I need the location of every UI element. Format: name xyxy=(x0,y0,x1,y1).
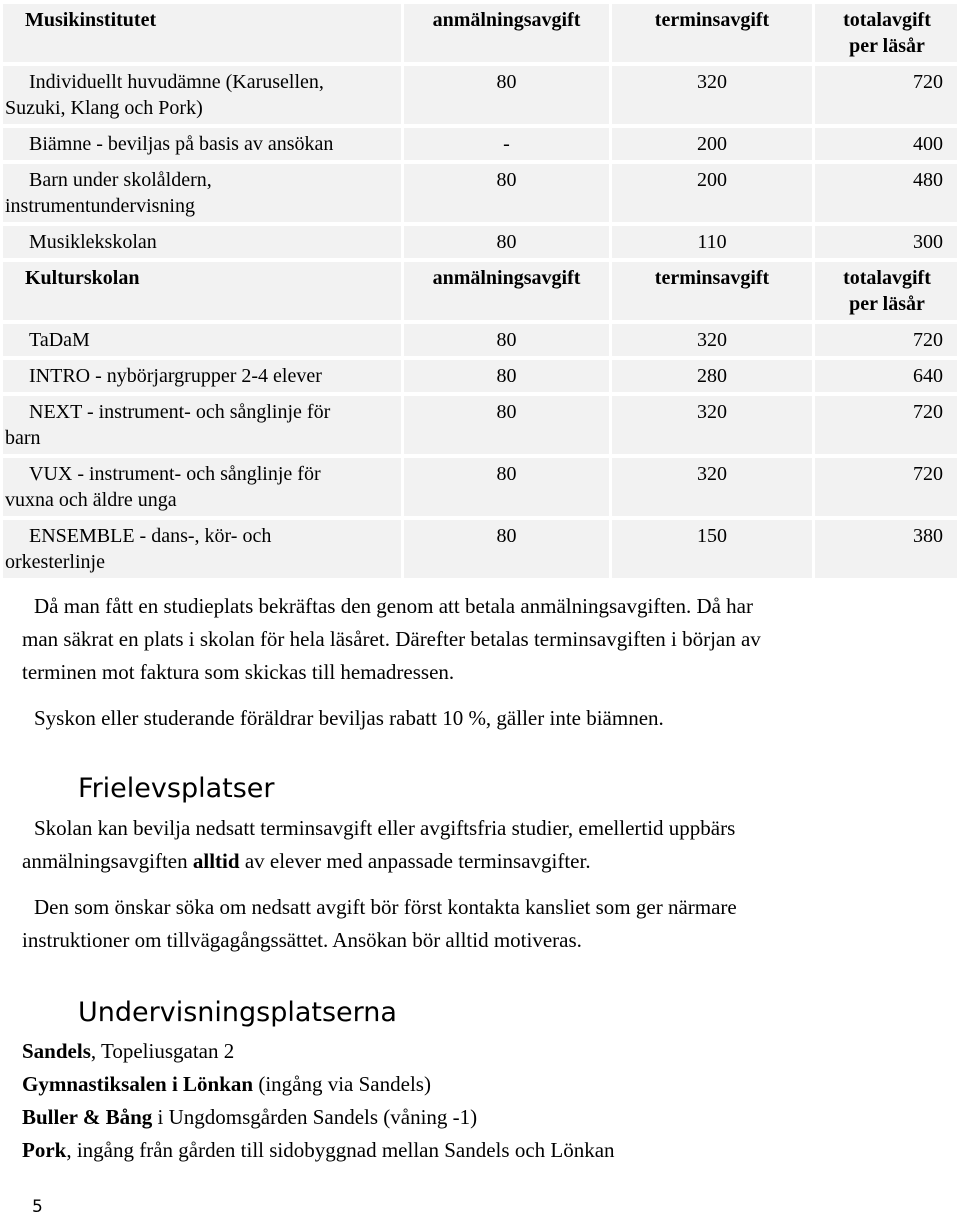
row-fee1: 80 xyxy=(404,360,609,392)
row-total: 720 xyxy=(815,66,957,124)
row-fee1: 80 xyxy=(404,324,609,356)
row-fee2: 150 xyxy=(612,520,812,578)
table-row xyxy=(3,324,957,356)
row-name: INTRO - nybörjargrupper 2-4 elever xyxy=(3,360,401,392)
heading-frielevsplatser: Frielevsplatser xyxy=(78,773,275,804)
table-row xyxy=(3,520,957,578)
table-row xyxy=(3,458,957,516)
header-total-line1: totalavgift xyxy=(843,267,931,289)
header-fee1: anmälningsavgift xyxy=(404,262,609,320)
row-fee2: 280 xyxy=(612,360,812,392)
table-header-musikinstitutet xyxy=(3,4,957,62)
location-item: Buller & Bång i Ungdomsgården Sandels (våning -1) xyxy=(22,1105,478,1129)
row-fee2: 320 xyxy=(612,458,812,516)
header-total-line2: per läsår xyxy=(849,293,925,315)
row-fee1: 80 xyxy=(404,458,609,516)
header-total xyxy=(815,262,957,320)
table-row xyxy=(3,164,957,222)
row-total: 720 xyxy=(815,396,957,454)
row-fee1: 80 xyxy=(404,164,609,222)
fee-table xyxy=(0,0,960,582)
row-fee1: 80 xyxy=(404,396,609,454)
row-total: 400 xyxy=(815,128,957,160)
row-fee2: 320 xyxy=(612,396,812,454)
location-item: Sandels, Topeliusgatan 2 xyxy=(22,1039,235,1063)
row-fee1: 80 xyxy=(404,66,609,124)
row-total: 640 xyxy=(815,360,957,392)
header-total-line1: totalavgift xyxy=(843,9,931,31)
row-total: 720 xyxy=(815,324,957,356)
header-total-line2: per läsår xyxy=(849,35,925,57)
table-header-kulturskolan xyxy=(3,262,957,320)
heading-undervisningsplatserna: Undervisningsplatserna xyxy=(78,997,397,1028)
row-total: 720 xyxy=(815,458,957,516)
table-row xyxy=(3,226,957,258)
row-name: Barn under skolåldern, instrumentundervisning xyxy=(3,164,401,222)
header-name: Musikinstitutet xyxy=(3,4,401,62)
row-fee1: 80 xyxy=(404,520,609,578)
row-fee2: 320 xyxy=(612,324,812,356)
header-total xyxy=(815,4,957,62)
page-number: 5 xyxy=(32,1197,43,1217)
paragraph-enrollment: Då man fått en studieplats bekräftas den genom att betala anmälningsavgiften. Då har man säkrat en plats i skolan för hela läsåret. Därefter betalas terminsavgiften i början av terminen mot faktura som skickas till hemadressen. xyxy=(22,594,761,684)
table-row xyxy=(3,66,957,124)
row-name: Individuellt huvudämne (Karusellen, Suzuki, Klang och Pork) xyxy=(3,66,401,124)
row-fee2: 320 xyxy=(612,66,812,124)
row-total: 300 xyxy=(815,226,957,258)
paragraph-reduced-fee: Skolan kan bevilja nedsatt terminsavgift eller avgiftsfria studier, emellertid uppbärs anmälningsavgiften alltid av elever med anpassade terminsavgifter. xyxy=(22,816,736,873)
paragraph-discount: Syskon eller studerande föräldrar beviljas rabatt 10 %, gäller inte biämnen. xyxy=(34,706,664,730)
row-name: NEXT - instrument- och sånglinje för barn xyxy=(3,396,401,454)
table-row xyxy=(3,396,957,454)
row-name: Biämne - beviljas på basis av ansökan xyxy=(3,128,401,160)
table-row xyxy=(3,128,957,160)
row-name: TaDaM xyxy=(3,324,401,356)
row-name: Musiklekskolan xyxy=(3,226,401,258)
row-name: VUX - instrument- och sånglinje för vuxna och äldre unga xyxy=(3,458,401,516)
row-fee2: 110 xyxy=(612,226,812,258)
header-fee2: terminsavgift xyxy=(612,262,812,320)
location-item: Pork, ingång från gården till sidobyggnad mellan Sandels och Lönkan xyxy=(22,1138,615,1162)
location-item: Gymnastiksalen i Lönkan (ingång via Sandels) xyxy=(22,1072,431,1096)
row-fee1: 80 xyxy=(404,226,609,258)
paragraph-application: Den som önskar söka om nedsatt avgift bör först kontakta kansliet som ger närmare instruktioner om tillvägagångssättet. Ansökan bör alltid motiveras. xyxy=(22,895,737,952)
row-fee2: 200 xyxy=(612,128,812,160)
row-fee2: 200 xyxy=(612,164,812,222)
row-total: 380 xyxy=(815,520,957,578)
table-row xyxy=(3,360,957,392)
row-name: ENSEMBLE - dans-, kör- och orkesterlinje xyxy=(3,520,401,578)
row-fee1: - xyxy=(404,128,609,160)
row-total: 480 xyxy=(815,164,957,222)
header-fee1: anmälningsavgift xyxy=(404,4,609,62)
header-fee2: terminsavgift xyxy=(612,4,812,62)
header-name: Kulturskolan xyxy=(3,262,401,320)
